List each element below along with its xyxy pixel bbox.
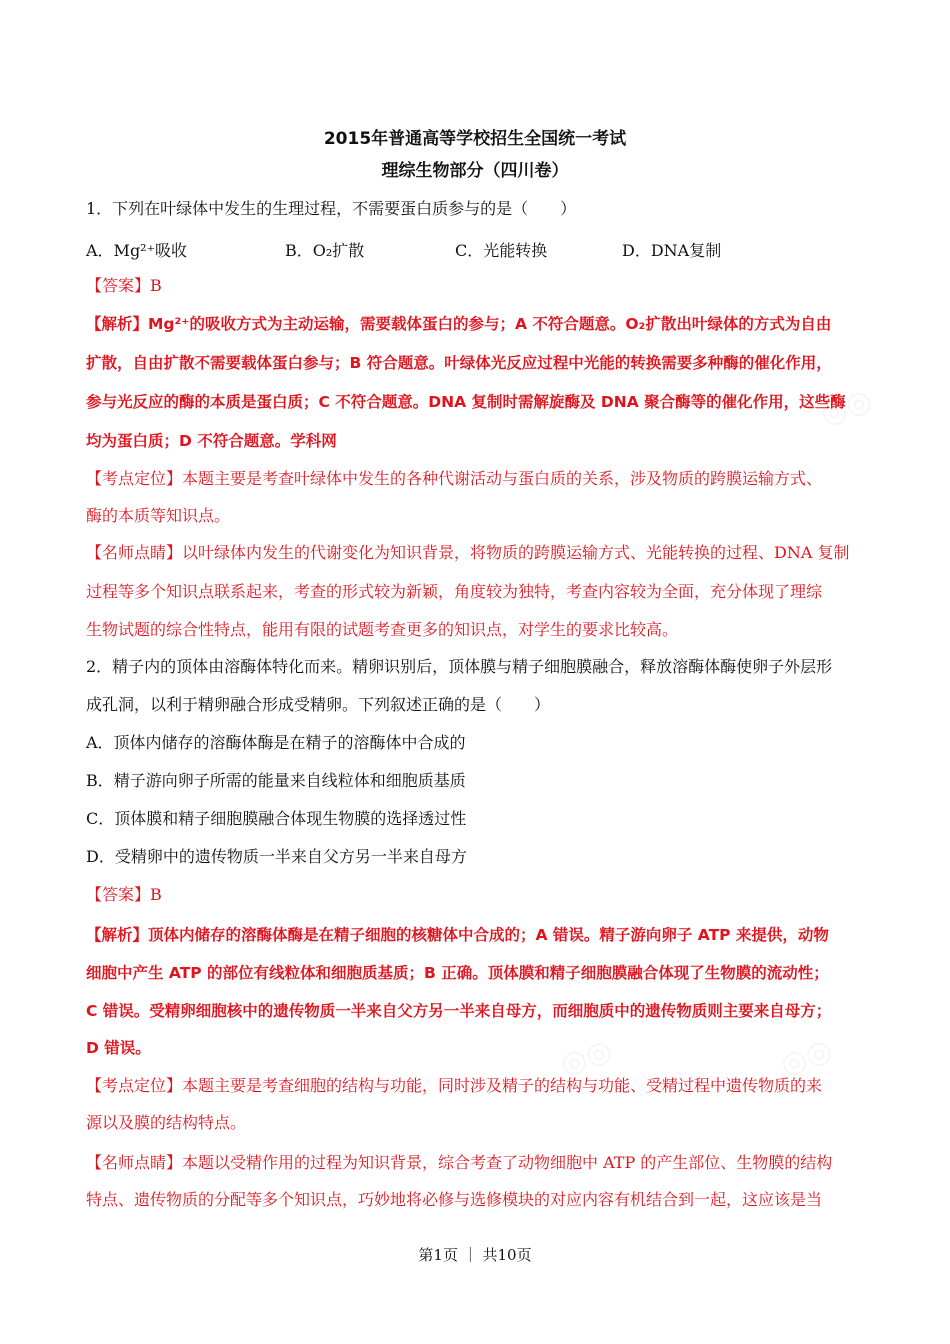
q1-option-d: D．DNA复制	[622, 241, 722, 260]
q2-option-c: C．顶体膜和精子细胞膜融合体现生物膜的选择透过性	[86, 809, 467, 828]
q1-analysis-line: 【解析】Mg²⁺的吸收方式为主动运输，需要载体蛋白的参与；A 不符合题意。O₂扩散出叶绿体的方式为自由	[86, 315, 832, 333]
document-title: 2015年普通高等学校招生全国统一考试	[323, 129, 627, 149]
q1-kaodian-line: 酶的本质等知识点。	[86, 506, 231, 525]
document-subtitle: 理综生物部分（四川卷）	[381, 161, 569, 181]
q1-option-b: B．O₂扩散	[285, 241, 365, 260]
q1-kaodian-line: 【考点定位】本题主要是考查叶绿体中发生的各种代谢活动与蛋白质的关系，涉及物质的跨膜运输方式、	[86, 469, 823, 488]
q1-dianjing-line: 【名师点睛】以叶绿体内发生的代谢变化为知识背景，将物质的跨膜运输方式、光能转换的过程、DNA 复制	[86, 543, 850, 562]
page-footer: 第1页 ｜ 共10页	[418, 1246, 532, 1264]
q1-option-c: C．光能转换	[455, 241, 548, 260]
question-2-stem-line: 成孔洞，以利于精卵融合形成受精卵。下列叙述正确的是（ ）	[86, 695, 551, 714]
watermark-logo: ◎◎	[775, 1032, 837, 1083]
q2-option-b: B．精子游向卵子所需的能量来自线粒体和细胞质基质	[86, 771, 466, 790]
q1-answer: 【答案】B	[86, 276, 162, 295]
q2-analysis-line: 细胞中产生 ATP 的部位有线粒体和细胞质基质；B 正确。顶体膜和精子细胞膜融合体现了生物膜的流动性；	[86, 964, 829, 982]
q1-analysis-line: 参与光反应的酶的本质是蛋白质；C 不符合题意。DNA 复制时需解旋酶及 DNA 聚合酶等的催化作用，这些酶	[86, 393, 846, 411]
q1-option-a: A．Mg²⁺吸收	[86, 241, 188, 260]
q2-kaodian-line: 【考点定位】本题主要是考查细胞的结构与功能，同时涉及精子的结构与功能、受精过程中遗传物质的来	[86, 1076, 823, 1095]
q2-answer: 【答案】B	[86, 885, 162, 904]
q1-dianjing-line: 生物试题的综合性特点，能用有限的试题考查更多的知识点，对学生的要求比较高。	[86, 620, 679, 639]
question-1-stem: 1．下列在叶绿体中发生的生理过程，不需要蛋白质参与的是（ ）	[86, 199, 577, 218]
q2-analysis-line: 【解析】顶体内储存的溶酶体酶是在精子细胞的核糖体中合成的；A 错误。精子游向卵子 ATP 来提供，动物	[86, 926, 829, 944]
q1-dianjing-line: 过程等多个知识点联系起来，考查的形式较为新颖，角度较为独特，考查内容较为全面，充分体现了理综	[86, 582, 823, 601]
question-2-stem-line: 2．精子内的顶体由溶酶体特化而来。精卵识别后，顶体膜与精子细胞膜融合，释放溶酶体酶使卵子外层形	[86, 657, 833, 676]
q2-analysis-line: D 错误。	[86, 1039, 151, 1057]
q1-analysis-line: 均为蛋白质；D 不符合题意。学科网	[86, 432, 337, 450]
q1-analysis-line: 扩散，自由扩散不需要载体蛋白参与；B 符合题意。叶绿体光反应过程中光能的转换需要多种酶的催化作用，	[86, 354, 832, 372]
q2-analysis-line: C 错误。受精卵细胞核中的遗传物质一半来自父方另一半来自母方，而细胞质中的遗传物质则主要来自母方；	[86, 1002, 832, 1020]
q2-dianjing-line: 特点、遗传物质的分配等多个知识点，巧妙地将必修与选修模块的对应内容有机结合到一起，这应该是当	[86, 1190, 823, 1209]
q2-option-a: A．顶体内储存的溶酶体酶是在精子的溶酶体中合成的	[86, 733, 466, 752]
q2-kaodian-line: 源以及膜的结构特点。	[86, 1113, 247, 1132]
watermark-logo: ◎◎	[555, 1032, 617, 1083]
q2-option-d: D．受精卵中的遗传物质一半来自父方另一半来自母方	[86, 847, 467, 866]
q2-dianjing-line: 【名师点睛】本题以受精作用的过程为知识背景，综合考查了动物细胞中 ATP 的产生部位、生物膜的结构	[86, 1153, 833, 1172]
watermark-logo: ◎◎	[815, 382, 877, 433]
